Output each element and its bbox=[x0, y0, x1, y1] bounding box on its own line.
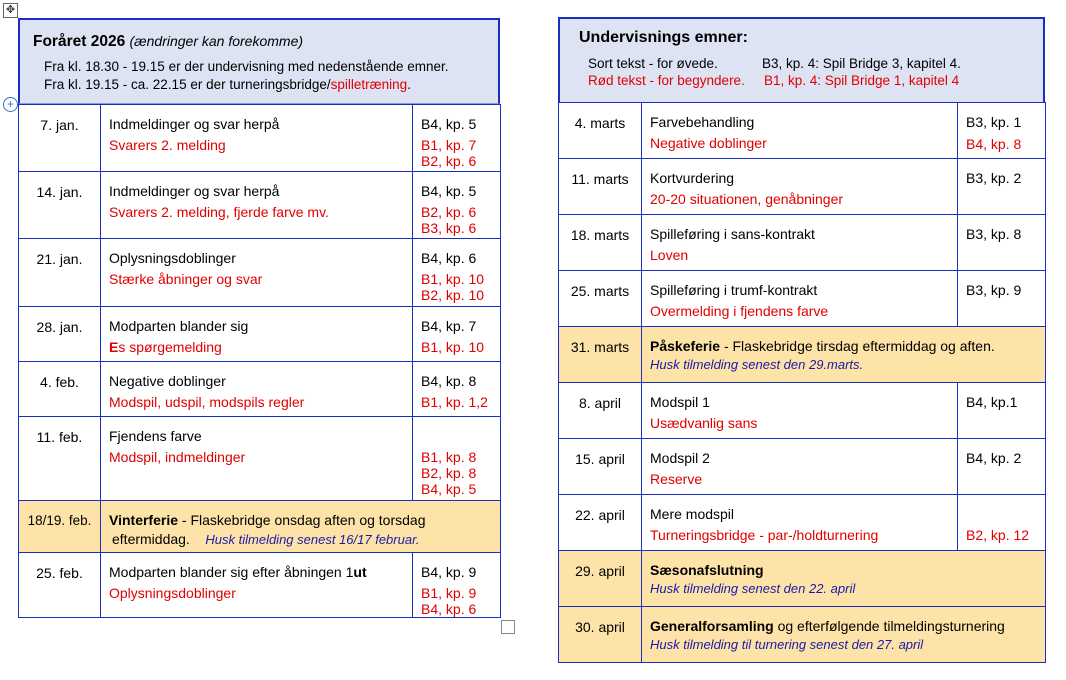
topic-red-line bbox=[109, 339, 404, 355]
ref-red-text: B2, kp. 6 bbox=[421, 204, 477, 220]
topic-cell bbox=[101, 553, 413, 618]
holiday-text: - Flaskebridge tirsdag eftermiddag og aften. bbox=[720, 338, 995, 354]
topic-text: Mere modspil bbox=[650, 506, 735, 522]
topic-text: Indmeldinger og svar herpå bbox=[109, 183, 280, 199]
topic-red-text: Modspil, udspil, modspils regler bbox=[109, 394, 305, 410]
date-cell: 18/19. feb. bbox=[19, 501, 101, 553]
topic-cell bbox=[101, 362, 413, 417]
header-line-1: Fra kl. 18.30 - 19.15 er der undervisning med nedenstående emner. bbox=[44, 59, 449, 74]
holiday-text: - Flaskebridge onsdag aften og torsdag bbox=[178, 512, 426, 528]
ref-text: B4, kp. 7 bbox=[421, 318, 477, 334]
table-row bbox=[19, 553, 501, 618]
legend-red: Rød tekst - for begyndere. bbox=[588, 73, 745, 88]
topic-cell bbox=[642, 271, 958, 327]
topic-text: Modspil 1 bbox=[650, 394, 710, 410]
ref-text: B4, kp. 5 bbox=[421, 183, 477, 199]
ref-text: B3, kp. 8 bbox=[966, 226, 1022, 242]
ref-red-text: B1, kp. 10 bbox=[421, 271, 485, 287]
general-title: Generalforsamling bbox=[650, 618, 774, 634]
topic-red-bold: E bbox=[109, 339, 119, 355]
line2-end: . bbox=[407, 77, 411, 92]
table-row bbox=[19, 362, 501, 417]
table-row bbox=[19, 105, 501, 172]
line2-text: Fra kl. 19.15 - ca. 22.15 er der turneringsbridge/ bbox=[44, 77, 331, 92]
holiday-title: Påskeferie bbox=[650, 338, 721, 354]
header-line-2 bbox=[44, 77, 411, 92]
table-resize-handle[interactable] bbox=[501, 620, 515, 634]
left-table bbox=[18, 104, 501, 618]
topic-text: Negative doblinger bbox=[109, 373, 226, 389]
topic-bold-text: ut bbox=[353, 564, 367, 580]
ref-cell bbox=[413, 362, 501, 417]
topic-red-text: Modspil, indmeldinger bbox=[109, 449, 246, 465]
ref-cell bbox=[958, 159, 1046, 215]
book-example-black: B3, kp. 4: Spil Bridge 3, kapitel 4. bbox=[762, 56, 961, 71]
topic-cell bbox=[642, 439, 958, 495]
date-cell: 4. feb. bbox=[19, 362, 101, 417]
ref-cell bbox=[958, 215, 1046, 271]
ref-text: B4, kp. 6 bbox=[421, 250, 477, 266]
general-note: Husk tilmelding til turnering senest den 27. april bbox=[650, 637, 924, 652]
table-row bbox=[559, 159, 1046, 215]
table-row bbox=[559, 495, 1046, 551]
ref-red-text: B1, kp. 1,2 bbox=[421, 394, 488, 410]
ref-red-text: B4, kp. 8 bbox=[966, 136, 1022, 152]
topic-cell bbox=[101, 307, 413, 362]
ref-cell bbox=[958, 103, 1046, 159]
ref-text: B3, kp. 1 bbox=[966, 114, 1022, 130]
topic-cell bbox=[642, 383, 958, 439]
ref-text: B4, kp. 5 bbox=[421, 116, 477, 132]
ref-red-text: B2, kp. 8 bbox=[421, 465, 477, 481]
date-cell: 4. marts bbox=[559, 103, 642, 159]
ref-red-text: B2, kp. 10 bbox=[421, 287, 485, 303]
season-title: Sæsonafslutning bbox=[650, 562, 764, 578]
ref-text: B4, kp. 8 bbox=[421, 373, 477, 389]
right-table bbox=[558, 102, 1046, 663]
holiday-row bbox=[19, 501, 501, 553]
ref-cell bbox=[413, 105, 501, 172]
ref-text bbox=[421, 428, 494, 444]
ref-cell bbox=[413, 553, 501, 618]
topic-text: Modparten blander sig bbox=[109, 318, 249, 334]
holiday-cell bbox=[101, 501, 501, 553]
holiday-note: Husk tilmelding senest den 29.marts. bbox=[650, 357, 864, 372]
topic-text: Modparten blander sig efter åbningen 1 bbox=[109, 564, 354, 580]
date-cell: 28. jan. bbox=[19, 307, 101, 362]
ref-red-text: B2, kp. 6 bbox=[421, 153, 477, 169]
topic-text: Farvebehandling bbox=[650, 114, 755, 130]
date-cell: 30. april bbox=[559, 607, 642, 663]
ref-red-text: B1, kp. 7 bbox=[421, 137, 477, 153]
date-cell: 25. marts bbox=[559, 271, 642, 327]
date-cell: 31. marts bbox=[559, 327, 642, 383]
topic-red-text: Turneringsbridge - par-/holdturnering bbox=[650, 527, 879, 543]
left-header bbox=[18, 18, 500, 104]
holiday-row bbox=[559, 327, 1046, 383]
topic-red-text: Loven bbox=[650, 247, 689, 263]
right-header bbox=[558, 17, 1045, 103]
ref-red-text: B2, kp. 12 bbox=[966, 527, 1030, 543]
season-note: Husk tilmelding senest den 22. april bbox=[650, 581, 856, 596]
ref-text: B3, kp. 2 bbox=[966, 170, 1022, 186]
book-example-red: B1, kp. 4: Spil Bridge 1, kapitel 4 bbox=[764, 73, 960, 88]
ref-red-text: B1, kp. 10 bbox=[421, 339, 485, 355]
general-text: og efterfølgende tilmeldingsturnering bbox=[773, 618, 1005, 634]
topic-red-text: Stærke åbninger og svar bbox=[109, 271, 263, 287]
table-row bbox=[559, 103, 1046, 159]
table-row bbox=[559, 215, 1046, 271]
ref-cell bbox=[413, 417, 501, 501]
table-row bbox=[559, 439, 1046, 495]
ref-red-text: B4, kp. 6 bbox=[421, 601, 477, 617]
table-row bbox=[19, 417, 501, 501]
legend-black: Sort tekst - for øvede. bbox=[588, 56, 718, 71]
topic-text: Spilleføring i trumf-kontrakt bbox=[650, 282, 818, 298]
topic-cell bbox=[101, 172, 413, 239]
page-title bbox=[33, 33, 303, 51]
season-end-row bbox=[559, 551, 1046, 607]
ref-text bbox=[966, 506, 1039, 522]
date-cell: 7. jan. bbox=[19, 105, 101, 172]
date-cell: 14. jan. bbox=[19, 172, 101, 239]
title-subtitle: (ændringer kan forekomme) bbox=[129, 33, 304, 49]
title-text: Foråret 2026 bbox=[33, 33, 126, 50]
topic-cell bbox=[101, 417, 413, 501]
date-cell: 11. marts bbox=[559, 159, 642, 215]
date-cell: 11. feb. bbox=[19, 417, 101, 501]
insert-row-icon[interactable]: + bbox=[3, 97, 18, 112]
ref-red-text: B1, kp. 8 bbox=[421, 449, 477, 465]
topic-cell bbox=[642, 495, 958, 551]
topic-cell bbox=[642, 159, 958, 215]
topic-text: Oplysningsdoblinger bbox=[109, 250, 236, 266]
ref-red-text: B3, kp. 6 bbox=[421, 220, 477, 236]
ref-cell bbox=[413, 307, 501, 362]
topic-red-text: Negative doblinger bbox=[650, 135, 767, 151]
ref-red-text: B4, kp. 5 bbox=[421, 481, 477, 497]
ref-cell bbox=[958, 383, 1046, 439]
table-row bbox=[19, 172, 501, 239]
date-cell: 18. marts bbox=[559, 215, 642, 271]
topic-text: Kortvurdering bbox=[650, 170, 735, 186]
ref-cell bbox=[958, 271, 1046, 327]
holiday-cell bbox=[642, 327, 1046, 383]
topic-red-text: s spørgemelding bbox=[118, 339, 222, 355]
table-row bbox=[19, 239, 501, 307]
topic-text: Fjendens farve bbox=[109, 428, 202, 444]
ref-cell bbox=[413, 172, 501, 239]
topic-red-text: Reserve bbox=[650, 471, 703, 487]
topic-red-text: Svarers 2. melding bbox=[109, 137, 226, 153]
topic-cell bbox=[101, 239, 413, 307]
ref-red-text: B1, kp. 9 bbox=[421, 585, 477, 601]
holiday-text-2: eftermiddag. bbox=[112, 531, 190, 547]
general-cell bbox=[642, 607, 1046, 663]
topic-red-text: Overmelding i fjendens farve bbox=[650, 303, 829, 319]
date-cell: 8. april bbox=[559, 383, 642, 439]
season-cell bbox=[642, 551, 1046, 607]
ref-cell bbox=[413, 239, 501, 307]
topic-red-text: Svarers 2. melding, fjerde farve mv. bbox=[109, 204, 329, 220]
line2-red-text: spilletræning bbox=[330, 77, 408, 92]
ref-cell bbox=[958, 495, 1046, 551]
topic-red-text: 20-20 situationen, genåbninger bbox=[650, 191, 844, 207]
ref-text: B3, kp. 9 bbox=[966, 282, 1022, 298]
date-cell: 21. jan. bbox=[19, 239, 101, 307]
ref-text: B4, kp.1 bbox=[966, 394, 1018, 410]
topic-cell bbox=[642, 103, 958, 159]
topic-red-text: Oplysningsdoblinger bbox=[109, 585, 236, 601]
date-cell: 15. april bbox=[559, 439, 642, 495]
date-cell: 22. april bbox=[559, 495, 642, 551]
table-row bbox=[559, 383, 1046, 439]
topic-text: Spilleføring i sans-kontrakt bbox=[650, 226, 815, 242]
holiday-note: Husk tilmelding senest 16/17 februar. bbox=[205, 532, 420, 547]
topic-cell bbox=[642, 215, 958, 271]
table-row bbox=[19, 307, 501, 362]
ref-text: B4, kp. 9 bbox=[421, 564, 477, 580]
topic-red-text: Usædvanlig sans bbox=[650, 415, 758, 431]
topic-cell bbox=[101, 105, 413, 172]
date-cell: 29. april bbox=[559, 551, 642, 607]
date-cell: 25. feb. bbox=[19, 553, 101, 618]
topic-text: Indmeldinger og svar herpå bbox=[109, 116, 280, 132]
right-title: Undervisnings emner: bbox=[579, 29, 748, 46]
holiday-title: Vinterferie bbox=[109, 512, 178, 528]
ref-cell bbox=[958, 439, 1046, 495]
ref-text: B4, kp. 2 bbox=[966, 450, 1022, 466]
table-row bbox=[559, 271, 1046, 327]
general-assembly-row bbox=[559, 607, 1046, 663]
topic-text: Modspil 2 bbox=[650, 450, 710, 466]
table-move-handle-icon[interactable]: ✥ bbox=[3, 3, 18, 18]
